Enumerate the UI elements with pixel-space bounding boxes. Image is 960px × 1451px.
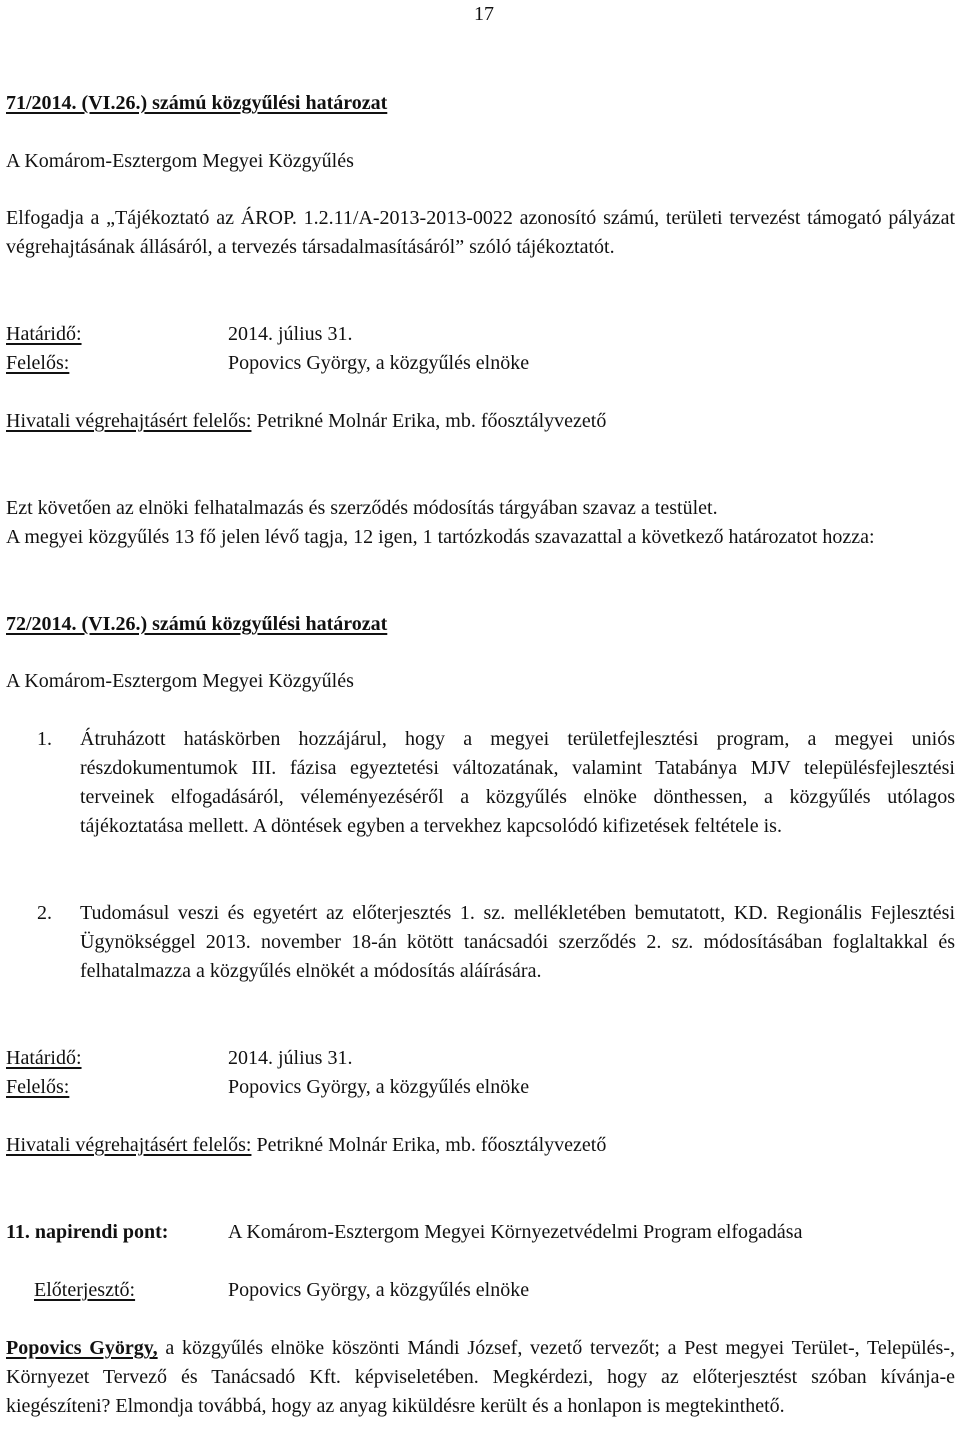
intermission-line-2: A megyei közgyűlés 13 fő jelen lévő tagja, 12 igen, 1 tartózkodás szavazattal a következő határozatot hozza: xyxy=(6,526,875,548)
resolution-71-body-name: A Komárom-Esztergom Megyei Közgyűlés xyxy=(6,150,354,172)
intermission-line-1: Ezt követően az elnöki felhatalmazás és szerződés módosítás tárgyában szavaz a testület. xyxy=(6,497,718,519)
deadline-value: 2014. július 31. xyxy=(228,1047,353,1069)
resolution-72-office xyxy=(6,1131,606,1160)
speaker-name: Popovics György, xyxy=(6,1337,158,1359)
resolution-71-deadline xyxy=(6,320,82,349)
resolution-71-office xyxy=(6,407,606,436)
resolution-72-responsible xyxy=(6,1073,69,1102)
office-label: Hivatali végrehajtásért felelős: xyxy=(6,1134,252,1156)
deadline-label: Határidő: xyxy=(6,323,82,345)
resolution-72-deadline xyxy=(6,1044,82,1073)
item-text: Tudomásul veszi és egyetért az előterjesztés 1. sz. mellékletében bemutatott, KD. Regionális Fejlesztési Ügynökséggel 2013. november 18-án kötött tanácsadói szerződés 2. sz. módosításában foglaltakkal és felhatalmazza a közgyűlés elnökét a módosítás aláírására. xyxy=(80,902,955,982)
presenter-value: Popovics György, a közgyűlés elnöke xyxy=(228,1279,530,1301)
agenda-title: A Komárom-Esztergom Megyei Környezetvédelmi Program elfogadása xyxy=(228,1221,803,1243)
office-value: Petrikné Molnár Erika, mb. főosztályvezető xyxy=(256,410,607,432)
agenda-11-heading xyxy=(6,1218,168,1247)
responsible-label: Felelős: xyxy=(6,1076,70,1098)
office-label: Hivatali végrehajtásért felelős: xyxy=(6,410,252,432)
presenter-label: Előterjesztő: xyxy=(34,1279,136,1301)
resolution-72-item-2 xyxy=(6,899,955,1019)
responsible-value: Popovics György, a közgyűlés elnöke xyxy=(228,1076,530,1098)
item-text: Átruházott hatáskörben hozzájárul, hogy a megyei területfejlesztési program, a megyei uniós részdokumentumok III. fázisa egyeztetési változatának, valamint Tatabánya MJV településfejlesztési terveinek elfogadásáról, véleményezéséről a közgyűlés elnöke dönthessen, a közgyűlés utólagos tájékoztatása mellett. A döntések egyben a tervekhez kapcsolódó kifizetések feltétele is. xyxy=(80,728,955,837)
resolution-72-body-name: A Komárom-Esztergom Megyei Közgyűlés xyxy=(6,670,354,692)
item-number: 2. xyxy=(37,902,52,924)
resolution-71-responsible xyxy=(6,349,69,378)
item-number: 1. xyxy=(37,728,52,750)
resolution-72-title: 72/2014. (VI.26.) számú közgyűlési határozat xyxy=(6,613,388,635)
responsible-value: Popovics György, a közgyűlés elnöke xyxy=(228,352,530,374)
resolution-72-item-1 xyxy=(6,725,955,845)
resolution-71-text: Elfogadja a „Tájékoztató az ÁROP. 1.2.11/A-2013-2013-0022 azonosító számú, területi tervezést támogató pályázat végrehajtásának állásáról, a tervezés társadalmasításáról” szóló tájékoztatót. xyxy=(6,207,955,258)
agenda-11-speech xyxy=(6,1334,955,1421)
deadline-label: Határidő: xyxy=(6,1047,82,1069)
page-number: 17 xyxy=(474,3,494,25)
agenda-11-presenter xyxy=(34,1276,135,1305)
resolution-71-title: 71/2014. (VI.26.) számú közgyűlési határozat xyxy=(6,92,388,114)
deadline-value: 2014. július 31. xyxy=(228,323,353,345)
office-value: Petrikné Molnár Erika, mb. főosztályvezető xyxy=(256,1134,607,1156)
agenda-label: 11. napirendi pont: xyxy=(6,1221,169,1243)
speech-text: a közgyűlés elnöke köszönti Mándi József, vezető tervezőt; a Pest megyei Terület-, Település-, Környezet Tervező és Tanácsadó Kft. képviseletében. Megkérdezi, hogy az előterjesztést szóban kívánja-e kiegészíteni? Elmondja továbbá, hogy az anyag kiküldésre került és a honlapon is megtekinthető. xyxy=(6,1337,956,1417)
responsible-label: Felelős: xyxy=(6,352,70,374)
